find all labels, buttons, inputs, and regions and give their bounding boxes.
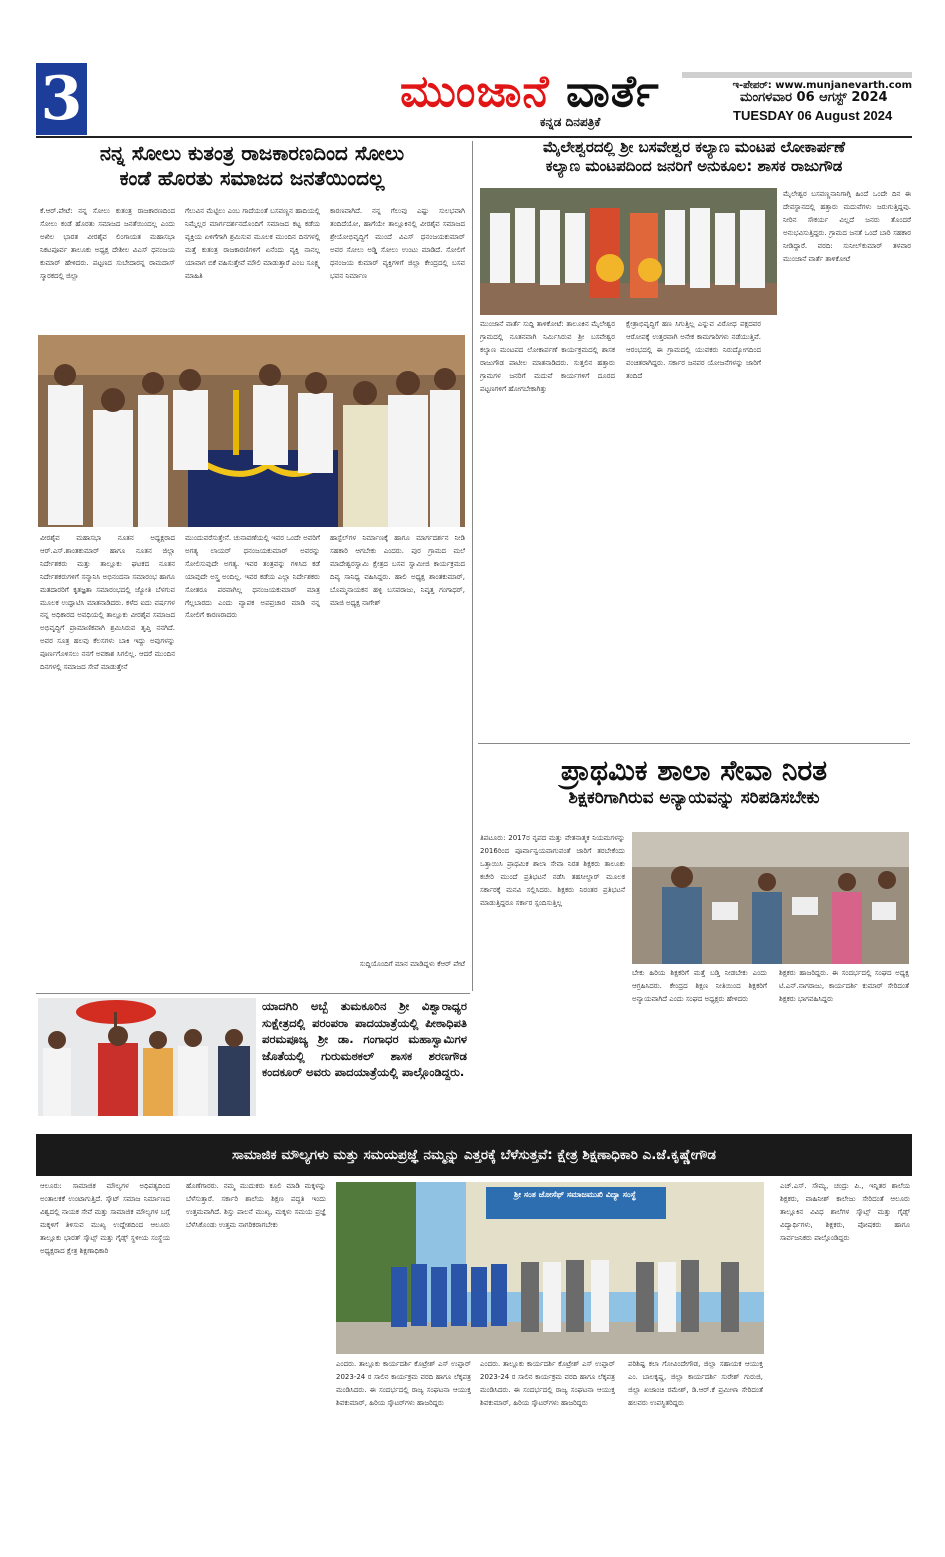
- school-signboard: ಶ್ರೀ ಸಂತ ಜೋಸೆಫ್ ಸಮಾಜಮುಖಿ ವಿದ್ಯಾ ಸಂಸ್ಥೆ: [514, 1190, 636, 1199]
- story5-banner-headline: ಸಾಮಾಜಿಕ ಮೌಲ್ಯಗಳು ಮತ್ತು ಸಮಯಪ್ರಜ್ಞೆ ನಮ್ಮನ್ನು ಎತ್ತರಕ್ಕೆ ಬೆಳೆಸುತ್ತವೆ: ಕ್ಷೇತ್ರ ಶಿಕ್ಷಣಾಧಿಕಾರಿ ಎ.ಜೆ.ಕೃಷ್ಣೇಗೌಡ: [36, 1134, 912, 1176]
- story5-photo: [336, 1182, 764, 1354]
- story5-col4: ಪರಿಶಿಷ್ಟ ಕಲಾ ಗೋವಿಂದೇಗೌಡ, ಜಿಲ್ಲಾ ಸಹಾಯಕ ಆಯುಕ್ತ ಎಂ. ಬಾಲಕೃಷ್ಣ, ಜಿಲ್ಲಾ ಕಾರ್ಯದರ್ಶಿ ಸುರೇಶ್ ಗುರುಜಿ, ಜಿಲ್ಲಾ ಖಜಾಂಚಿ ರಮೇಶ್, ಡಿ.ಆರ್.ಕೆ ಪ್ರಮೀಳಾ ಸೇರಿದಂತೆ ಹಲವರು ಉಪಸ್ಥಿತರಿದ್ದರು: [628, 1360, 763, 1407]
- story2-col3: ಮೈಲೇಶ್ವರ ಬಸವಣ್ಣನಾನಿಗಾಗ್ಗಿ ಹಿಂದೆ ಒಂದೇ ದಿನ ಈ ದೇವಸ್ಥಾನದಲ್ಲಿ ಹತ್ತಾರು ಮದುವೆಗಳು ಜರುಗುತ್ತಿದ್ದವು. ನೀರಿನ ಸೌಕರ್ಯ ವಿಲ್ಲದೆ ಜನರು ತೊಂದರೆ ಅನುಭವಿಸುತ್ತಿದ್ದರು. ಗ್ರಾಮದ ಜನತೆ ಒಂದೆ ಬಾರಿ ಸಹಕಾರ ನೀಡಿದ್ದಾರೆ. ವರದಿ: ಸುನೀಲ್‌ಕುಮಾರ್ ತಳವಾರ ಮುಂಜಾನೆ ವಾರ್ತೆ ತಾಳಿಕೋಟೆ: [783, 190, 911, 263]
- story3-photo: [632, 832, 909, 964]
- teachers-protest-photo: [632, 832, 909, 964]
- epaper-link[interactable]: ಇ-ಪೇಪರ್: www.munjanevarth.com: [682, 72, 912, 91]
- story4-caption: ಯಾದಗಿರಿ ಅಬ್ಬೆ ತುಮಕೂರಿನ ಶ್ರೀ ವಿಶ್ವಾರಾಧ್ಯರ ಸುಕ್ಷೇತ್ರದಲ್ಲಿ ಪರಂಪರಾ ಪಾದಯಾತ್ರೆಯಲ್ಲಿ ಪೀಠಾಧಿಪತಿ ಪರಮಪೂಜ್ಯ ಶ್ರೀ ಡಾ. ಗಂಗಾಧರ ಮಹಾಸ್ವಾಮಿಗಳ ಜೊತೆಯಲ್ಲಿ ಗುರುಮಠಕಲ್ ಶಾಸಕ ಶರಣಗೌಡ ಕಂದಕೂರ್ ಅವರು ಪಾದಯಾತ್ರೆಯಲ್ಲಿ ಪಾಲ್ಗೊಂಡಿದ್ದರು.: [262, 999, 467, 1079]
- story2-headline: [478, 138, 910, 176]
- story2-headline-line1: ಮೈಲೇಶ್ವರದಲ್ಲಿ ಶ್ರೀ ಬಸವೇಶ್ವರ ಕಲ್ಯಾಣ ಮಂಟಪ ಲೋಕಾರ್ಪಣೆ: [542, 138, 846, 156]
- inauguration-photo: [480, 188, 777, 315]
- story2-col1: ಮುಂಜಾನೆ ವಾರ್ತೆ ಸುದ್ದಿ ತಾಳಿಕೋಟೆ: ತಾಲೂಕಿನ ಮೈಲೇಶ್ವರ ಗ್ರಾಮದಲ್ಲಿ ನೂತನವಾಗಿ ನಿರ್ಮಿಸಿರುವ ಶ್ರೀ ಬಸವೇಶ್ವರ ಕಲ್ಯಾಣ ಮಂಟಪದ ಲೋಕಾರ್ಪಣೆ ಕಾರ್ಯಕ್ರಮದಲ್ಲಿ ಶಾಸಕ ರಾಜುಗೌಡ ಪಾಟೀಲ ಮಾತನಾಡಿದರು. ಸುತ್ತಲಿನ ಹತ್ತಾರು ಗ್ರಾಮಗಳ ಜನರಿಗೆ ಮದುವೆ ಕಾರ್ಯಗಳಿಗೆ ದೂರದ ಪಟ್ಟಣಗಳಿಗೆ ಹೋಗಬೇಕಾಗಿತ್ತು: [480, 320, 615, 393]
- story2-headline-line2: ಕಲ್ಯಾಣ ಮಂಟಪದಿಂದ ಜನರಿಗೆ ಅನುಕೂಲ: ಶಾಸಕ ರಾಜುಗೌಡ: [545, 156, 843, 175]
- masthead-tagline: ಕನ್ನಡ ದಿನಪತ್ರಿಕೆ: [540, 115, 601, 129]
- story2-photo: [480, 188, 777, 315]
- story1-lower-col2: ಮುಂದುವರೆಸುತ್ತೇನೆ. ಚುನಾವಣೆಯಲ್ಲಿ ಇವರ ಒಂದೇ ಅವರಿಗೆ ಅಗತ್ಯ ಲಾಯರ್ ಧನಂಜಯಕುಮಾರ್ ಅವರನ್ನು ಸೋಲಿಸುವುದೇ ಅಗತ್ಯ. ಇವರ ತಂತ್ರವನ್ನು ಗಳಿಸಿದ ಕಡೆ ಯಾವುದೇ ಅಸ್ತ್ರ ಅಂದಿಲ್ಲ. ಇವರ ಕಡೆಯ ಎಲ್ಲಾ ನಿರ್ದೇಶಕರು ಸೋತರೂ ಪರವಾಗಿಲ್ಲ ಧನಂಜಯಕುಮಾರ್ ಮಾತ್ರ ಗೆಲ್ಲಬಾರದು ಎಂದು ವ್ಯಾಪಕ ಅಪಪ್ರಚಾರ ಮಾಡಿ ನನ್ನ ಸೋಲಿಗೆ ಕಾರಣರಾದರು: [185, 534, 320, 620]
- story3-col3: ಶಿಕ್ಷಕರು ಹಾಜರಿದ್ದರು. ಈ ಸಂದರ್ಭದಲ್ಲಿ ಸಂಘದ ಅಧ್ಯಕ್ಷ ಟಿ.ಎನ್.ನಾಗರಾಜು, ಕಾರ್ಯದರ್ಶಿ ಕುಮಾರ್ ಸೇರಿದಂತೆ ಶಿಕ್ಷಕರು ಭಾಗವಹಿಸಿದ್ದರು: [779, 969, 909, 1003]
- lamp-lighting-photo: [38, 335, 465, 527]
- story1-col1: ಕೆ.ಆರ್.ಪೇಟೆ: ನನ್ನ ಸೋಲು ಕುತಂತ್ರ ರಾಜಕಾರಣದಿಂದ ಸೋಲು ಕಂಡೆ ಹೊರತು ಸಮಾಜದ ಜನತೆಯಿಂದಲ್ಲ ಎಂದು ಅಖಿಲ ಭಾರತ ವೀರಶೈವ ಲಿಂಗಾಯತ ಮಹಾಸಭಾ ನಿಕಟಪೂರ್ವ ತಾಲೂಕು ಅಧ್ಯಕ್ಷ ದೇಶೀಲ ವಿಎಸ್ ಧನಂಜಯ ಕುಮಾರ್ ಹೇಳಿದರು. ಪಟ್ಟಣದ ಸುಬೇದಾರನ್ನ ರಾಮದಾಸ್ ಸ್ಮಾರಕದಲ್ಲಿ ಜಿಲ್ಲಾ: [40, 207, 175, 280]
- story1-headline-line1: ನನ್ನ ಸೋಲು ಕುತಂತ್ರ ರಾಜಕಾರಣದಿಂದ ಸೋಲು: [99, 141, 405, 165]
- date-english: TUESDAY 06 August 2024: [733, 108, 893, 123]
- story1-headline-line2: ಕಂಡೆ ಹೊರತು ಸಮಾಜದ ಜನತೆಯಿಂದಲ್ಲ: [119, 166, 385, 190]
- story2-col2: ಕ್ಷೇತ್ರಾಭಿವೃದ್ಧಿಗೆ ಹಣ ಸಿಗುತ್ತಿಲ್ಲ ಎನ್ನುವ ವಿರೋಧ ಪಕ್ಷದವರ ಆರೋಪಕ್ಕೆ ಉತ್ತರವಾಗಿ ಅನೇಕ ಕಾಮಗಾರಿಗಳು ನಡೆಯುತ್ತಿವೆ. ಆರಂಭದಲ್ಲಿ ಈ ಗ್ರಾಮದಲ್ಲಿ ಯುವಕರು ನಿರುದ್ಯೋಗದಿಂದ ವಂಚಿತರಾಗಿದ್ದರು. ಸರ್ಕಾರ ಜನಪರ ಯೋಜನೆಗಳನ್ನು ಜಾರಿಗೆ ತಂದಿದೆ: [626, 320, 761, 380]
- date-kannada: ಮಂಗಳವಾರ 06 ಆಗಸ್ಟ್ 2024: [740, 90, 888, 105]
- story5-col3: ಎಂದರು. ತಾಲ್ಲೂಕು ಕಾರ್ಯದರ್ಶಿ ಕೊಟ್ರೇಶ್ ಎಸ್ ಉಪ್ಪಾರ್ 2023-24 ರ ಸಾಲಿನ ಕಾರ್ಯಕ್ರಮ ವರದಿ ಹಾಗೂ ಲೆಕ್ಕಪತ್ರ ಮಂಡಿಸಿದರು. ಈ ಸಂದರ್ಭದಲ್ಲಿ ರಾಜ್ಯ ಸಂಘಟನಾ ಆಯುಕ್ತ ಶಿವಕುಮಾರ್, ಹಿರಿಯ ಸ್ಕೌಟರ್‌ಗಳು ಹಾಜರಿದ್ದರು: [336, 1360, 471, 1407]
- story1-col3: ಕಾರಣವಾಗಿದೆ. ನನ್ನ ಗೆಲುವು ಎಷ್ಟು ಸುಲಭವಾಗಿ ತಂದಿದೆಯೋ, ಹಾಗೆಯೇ ತಾಲ್ಲೂಕಿನಲ್ಲಿ ವೀರಶೈವ ಸಮಾಜದ ಶ್ರೇಯೋಭಿವೃದ್ಧಿಗೆ ಮುಂದೆ ವಿಎಸ್ ಧನಂಜಯಕುಮಾರ್ ಅವರ ಸೋಲು ಅಡ್ಡಿ ಸೋಲು ಉಂಟು ಮಾಡಿದೆ. ಸೋಲಿಗೆ ಧನಂಜಯ ಕುಮಾರ್ ವ್ಯಕ್ತಿಗಳಿಗೆ ಜಿಲ್ಲಾ ಕೇಂದ್ರದಲ್ಲಿ ಬಸವ ಭವನ ನಿರ್ಮಾಣ: [330, 207, 465, 280]
- story1-photo: [38, 335, 465, 527]
- masthead-name-red: ಮುಂಜಾನೆ: [400, 66, 550, 117]
- story1-col2: ಗೆಲುವಿನ ಮೆಟ್ಟಿಲು ಎಂಬ ಗಾದೆಯಂತೆ ಬಸವಣ್ಣನ ಹಾದಿಯಲ್ಲಿ ನಿಮ್ಮೆಲ್ಲರ ಮಾರ್ಗದರ್ಶನದೊಂದಿಗೆ ಸಮಾಜದ ಕಟ್ಟ ಕಡೆಯ ವ್ಯಕ್ತಿಯ ಏಳಿಗೆಗಾಗಿ ಶ್ರಮಿಸುವ ಮೂಲಕ ಮುಂದಿನ ದಿನಗಳಲ್ಲಿ ಮತ್ತೆ ಕುತಂತ್ರ ರಾಜಕಾರಣಿಗಳಿಗೆ ಏನೆಂದು ವ್ಯಕ್ತಿ ನಾನಲ್ಲ ಯಾವಾಗ ಬಿಕೆ ವಹಿಸುತ್ತೇವೆ ಮೌಲಿ ಮಾಡುತ್ತಾರೆ ಎಂಬ ಸೂಕ್ಷ್ಮ ಮಾಹಿತಿ: [185, 207, 320, 280]
- story2-divider: [478, 743, 910, 744]
- story1-reporter: ಸುದ್ದಿಯೊಂದಿಗೆ ಮಾನ ಮಾಡಿದ್ದಳು ಕೆಆರ್ ಪೇಟೆ: [359, 960, 465, 968]
- padayatra-photo: [38, 998, 256, 1116]
- masthead-title: [400, 66, 660, 117]
- story1-lower-col1: ವೀರಶೈವ ಮಹಾಸಭಾ ನೂತನ ಅಧ್ಯಕ್ಷರಾದ ಆರ್.ಎಸ್.ಶಾಂತಕುಮಾರ್ ಹಾಗೂ ನೂತನ ಜಿಲ್ಲಾ ನಿರ್ದೇಶಕರು ಮತ್ತು ತಾಲ್ಲೂಕು ಘಟಕದ ನೂತನ ನಿರ್ದೇಶಕರುಗಳಿಗೆ ಸನ್ಮಾನಿಸಿ ಅಭಿನಂದನಾ ಸಮಾರಂಭ ಹಾಗೂ ಮತದಾರರಿಗೆ ಕೃತಜ್ಞತಾ ಸಮಾರಂಭದಲ್ಲಿ ಜ್ಯೋತಿ ಬೆಳಗುವ ಮೂಲಕ ಉದ್ಘಾಟಿಸಿ ಮಾತನಾಡಿದರು. ಕಳೆದ ಐದು ವರ್ಷಗಳ ನನ್ನ ಅಧಿಕಾರದ ಅವಧಿಯಲ್ಲಿ ತಾಲ್ಲೂಕು ವೀರಶೈವ ಸಮಾಜದ ಅಭಿವೃದ್ಧಿಗೆ ಪ್ರಾಮಾಣಿಕವಾಗಿ ಶ್ರಮಿಸಿರುವ ತೃಪ್ತಿ ನನಗಿದೆ. ಅವರ ಸೂತ್ರ ಹಲವು ಕೆಲಸಗಳು ಬಾಕಿ ಇದ್ದು ಅವುಗಳನ್ನು ಪೂರ್ಣಗೊಳಿಸಲು ನನಗೆ ಅವಕಾಶ ಸಿಗಲಿಲ್ಲ. ಆದರೆ ಮುಂದಿನ ದಿನಗಳಲ್ಲಿ ಸಮಾಜದ ಸೇವೆ ಮಾಡುತ್ತೇನೆ: [40, 534, 175, 672]
- story5-col3b: ಎಂದರು. ತಾಲ್ಲೂಕು ಕಾರ್ಯದರ್ಶಿ ಕೊಟ್ರೇಶ್ ಎಸ್ ಉಪ್ಪಾರ್ 2023-24 ರ ಸಾಲಿನ ಕಾರ್ಯಕ್ರಮ ವರದಿ ಹಾಗೂ ಲೆಕ್ಕಪತ್ರ ಮಂಡಿಸಿದರು. ಈ ಸಂದರ್ಭದಲ್ಲಿ ರಾಜ್ಯ ಸಂಘಟನಾ ಆಯುಕ್ತ ಶಿವಕುಮಾರ್, ಹಿರಿಯ ಸ್ಕೌಟರ್‌ಗಳು ಹಾಜರಿದ್ದರು: [480, 1360, 615, 1407]
- scouts-group-photo: [336, 1182, 764, 1354]
- story4-top-divider: [36, 993, 470, 994]
- story4-photo: [38, 998, 256, 1116]
- story5-col5: ಎಚ್.ಎಸ್. ಸೌಮ್ಯ, ಚಂದ್ರು ಪಿ., ಇನ್ನಿತರ ಶಾಲೆಯ ಶಿಕ್ಷಕರು, ವಾಹಿನೀಶ್ ಕಾಲೇಜು ಸೇರಿದಂತೆ ಆಲೂರು ತಾಲ್ಲೂಕಿನ ವಿವಿಧ ಶಾಲೆಗಳ ಸ್ಕೌಟ್ಸ್ ಮತ್ತು ಗೈಡ್ಸ್ ವಿದ್ಯಾರ್ಥಿಗಳು, ಶಿಕ್ಷಕರು, ಪೋಷಕರು ಹಾಗೂ ಸಾರ್ವಜನಿಕರು ಪಾಲ್ಗೊಂಡಿದ್ದರು: [780, 1182, 910, 1242]
- story3-col1: ತಿಪಟೂರು: 2017ರ ನೃಪದ ಮತ್ತು ವೇತನಾತ್ಮಕ ನಿಯಮಗಳನ್ನು 2016ರಿಂದ ಪೂರ್ವಾನ್ವಯವಾಗುವಂತೆ ಜಾರಿಗೆ ತರಬೇಕೆಂದು ಒತ್ತಾಯಿಸಿ ಪ್ರಾಥಮಿಕ ಶಾಲಾ ಸೇವಾ ನಿರತ ಶಿಕ್ಷಕರು ತಾಲೂಕು ಕಚೇರಿ ಮುಂದೆ ಪ್ರತಿಭಟನೆ ನಡೆಸಿ ತಹಸೀಲ್ದಾರ್ ಮೂಲಕ ಸರ್ಕಾರಕ್ಕೆ ಮನವಿ ಸಲ್ಲಿಸಿದರು. ಶಿಕ್ಷಕರು ನಿರಂತರ ಪ್ರತಿಭಟನೆ ಮಾಡುತ್ತಿದ್ದರೂ ಸರ್ಕಾರ ಸ್ಪಂದಿಸುತ್ತಿಲ್ಲ: [480, 834, 625, 907]
- story3-headline: [478, 753, 910, 809]
- story3-headline-line2: ಶಿಕ್ಷಕರಿಗಾಗಿರುವ ಅನ್ಯಾಯವನ್ನು ಸರಿಪಡಿಸಬೇಕು: [568, 788, 820, 808]
- story5-col1: ಆಲೂರು: ಸಾಮಾಜಿಕ ಮೌಲ್ಯಗಳ ಅಧಿಪತ್ಯದಿಂದ ಅಂತಾಲಕಕೆ ಉಂಟಾಗುತ್ತಿದೆ. ಸ್ಕೌಟ್ ಸಮಾಜ ನಿರ್ಮಾಣದ ವಿಶ್ವದಲ್ಲಿ ನಾಯಕ ಸೇವೆ ಮತ್ತು ಸಾಮಾಜಿಕ ಮೌಲ್ಯಗಳ ಬಗ್ಗೆ ಮಕ್ಕಳಿಗೆ ತಿಳಿಸುವ ಮುಖ್ಯ ಉದ್ದೇಶದಿಂದ ಆಲೂರು ತಾಲ್ಲೂಕು ಭಾರತ್ ಸ್ಕೌಟ್ಸ್ ಮತ್ತು ಗೈಡ್ಸ್ ಸ್ಥಳೀಯ ಸಂಸ್ಥೆಯ ಅಧ್ಯಕ್ಷರಾದ ಕ್ಷೇತ್ರ ಶಿಕ್ಷಣಾಧಿಕಾರಿ: [40, 1182, 170, 1255]
- story1-headline: [36, 141, 468, 191]
- page-number: 3: [36, 63, 87, 135]
- story1-lower-col3: ಹಾಸ್ಟೆಲ್‌ಗಳ ನಿರ್ಮಾಣಕ್ಕೆ ಹಾಗೂ ಮಾರ್ಗದರ್ಶನ ನೀಡಿ ಸಹಕಾರಿ ಆಗಬೇಕು ಎಂದರು. ಪುರ ಗ್ರಾಮದ ಮಲೆ ಮಾದೇಶ್ವರಸ್ವಾಮಿ ಕ್ಷೇತ್ರದ ಬಸವ ಸ್ವಾಮೀಜಿ ಕಾರ್ಯಕ್ರಮದ ದಿವ್ಯ ಸಾನಿಧ್ಯ ವಹಿಸಿದ್ದರು. ಹಾಲಿ ಅಧ್ಯಕ್ಷ ಶಾಂತಕುಮಾರ್, ಬೊಮ್ಮನಾಯಕನ ಹಳ್ಳಿ ಬಸವರಾಜು, ನಿವೃತ್ತ ಗಂಗಾಧರ್, ಮಾಜಿ ಅಧ್ಯಕ್ಷ ನಾಗೇಶ್: [330, 534, 465, 607]
- masthead-name-black: ವಾರ್ತೆ: [565, 66, 660, 117]
- column-divider: [472, 141, 473, 991]
- story5-col2: ಹೊಣೆಗಾರರು. ನಮ್ಮ ಮುದುಕರು ಕೂಲಿ ಮಾಡಿ ಮಕ್ಕಳನ್ನು ಬೆಳೆಸುತ್ತಾರೆ. ಸರ್ಕಾರಿ ಶಾಲೆಯ ಶಿಕ್ಷಣ ಪದ್ಧತಿ ಇಂದು ಉತ್ತಮವಾಗಿದೆ. ಶಿಸ್ತು ಪಾಲನೆ ಮುಖ್ಯ, ಮಕ್ಕಳು ಸಮಯ ಪ್ರಜ್ಞೆ ಬೆಳೆಸಿಕೊಂಡು ಉತ್ತಮ ನಾಗರಿಕರಾಗಬೇಕು: [186, 1182, 326, 1229]
- story3-headline-line1: ಪ್ರಾಥಮಿಕ ಶಾಲಾ ಸೇವಾ ನಿರತ: [560, 754, 828, 787]
- story3-col2: ಬೇಕು ಹಿರಿಯ ಶಿಕ್ಷಕರಿಗೆ ಮತ್ತೆ ಬಡ್ತಿ ನೀಡಬೇಕು ಎಂದು ಆಗ್ರಹಿಸಿದರು. ಕೇಂದ್ರದ ಶಿಕ್ಷಣ ನೀತಿಯಿಂದ ಶಿಕ್ಷಕರಿಗೆ ಅನ್ಯಾಯವಾಗಿದೆ ಎಂದು ಸಂಘದ ಅಧ್ಯಕ್ಷರು ಹೇಳಿದರು: [632, 969, 767, 1003]
